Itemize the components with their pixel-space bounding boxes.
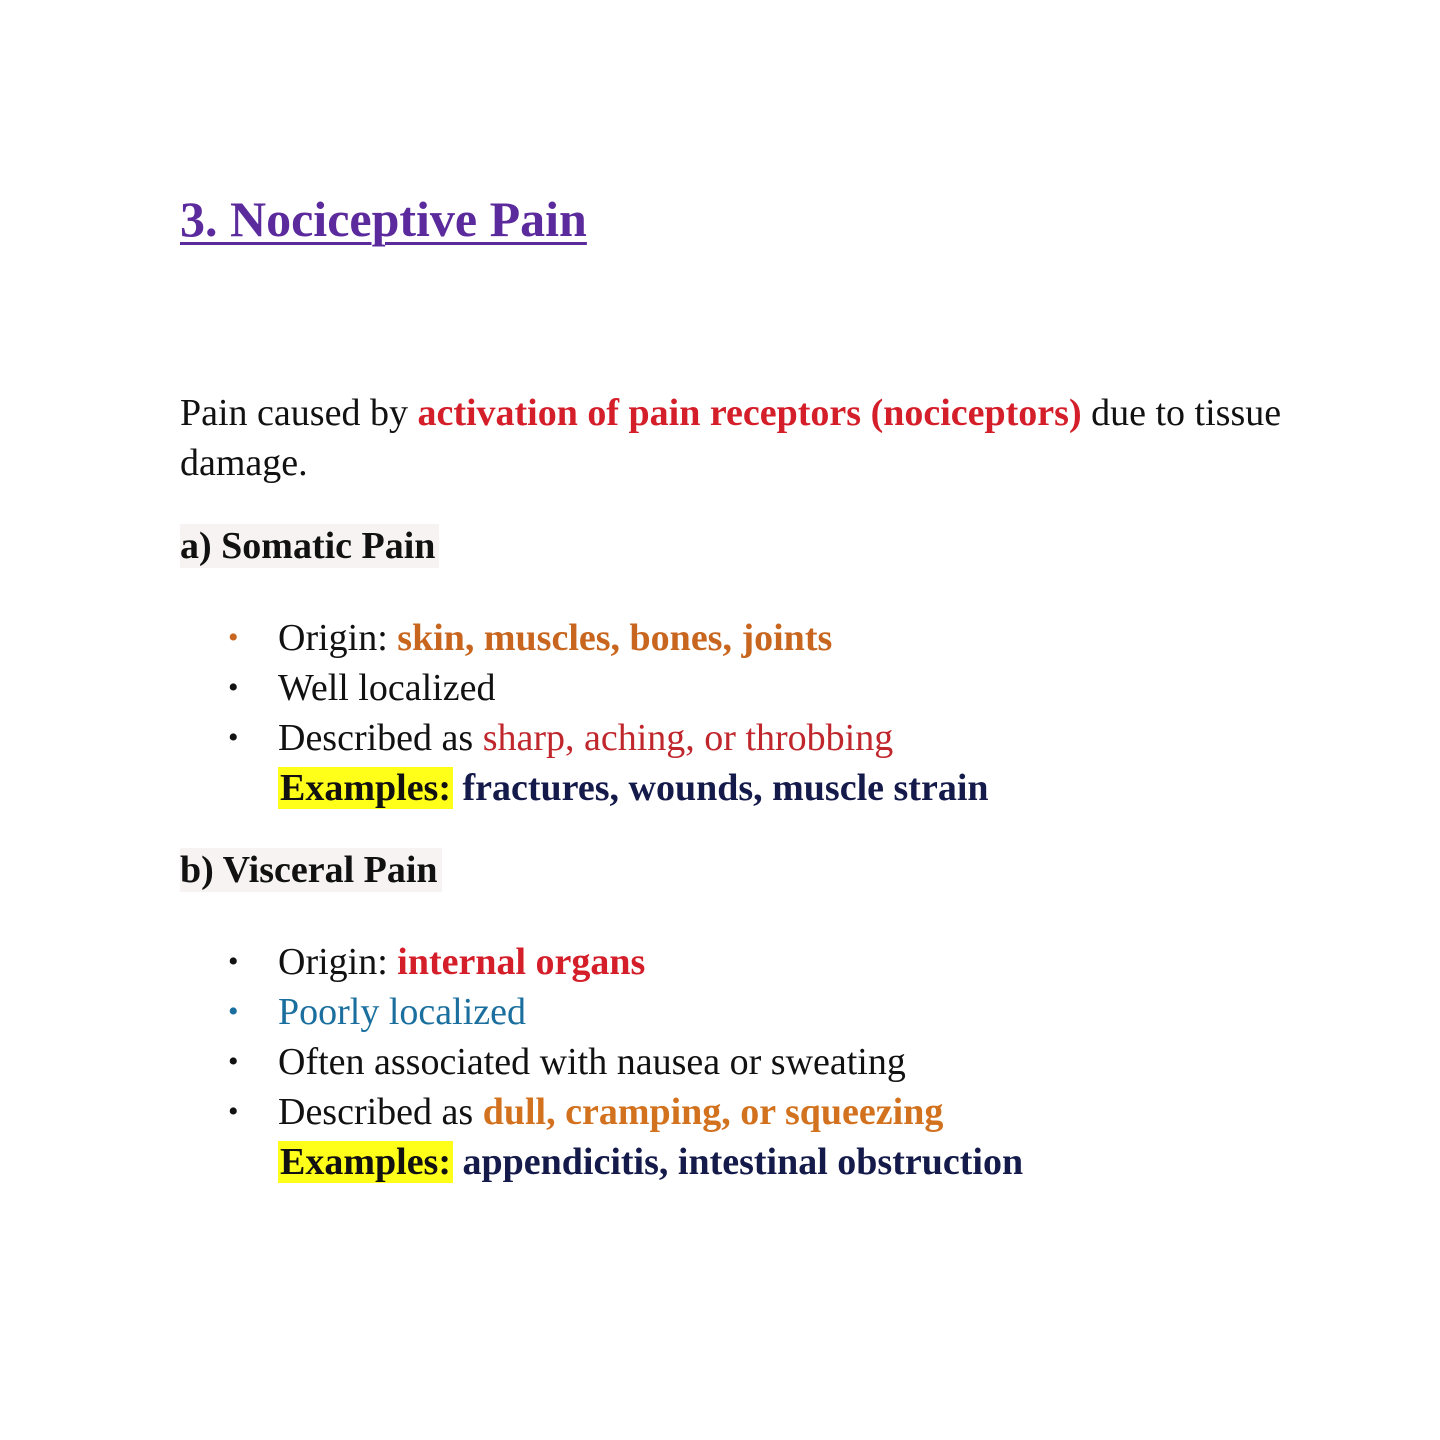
intro-paragraph [180, 388, 1350, 488]
intro-prefix: Pain caused by [180, 392, 418, 434]
described-value: sharp, aching, or throbbing [482, 717, 894, 759]
intro-suffix: due to tissue damage. [180, 392, 1282, 484]
list-item [228, 613, 893, 663]
examples-label: Examples: [280, 767, 451, 809]
list-item [228, 987, 943, 1037]
bullet-icon: • [228, 1045, 239, 1078]
list-item [228, 1037, 943, 1087]
associated-text: Often associated with nausea or sweating [278, 1041, 906, 1083]
visceral-heading: b) Visceral Pain [180, 848, 442, 892]
bullet-icon: • [228, 995, 239, 1028]
bullet-icon: • [228, 945, 239, 978]
examples-value: appendicitis, intestinal obstruction [453, 1141, 1024, 1183]
page-title: 3. Nociceptive Pain [180, 191, 587, 247]
localization-text: Well localized [278, 667, 496, 709]
somatic-examples [278, 763, 989, 813]
intro-emphasis: activation of pain receptors (nociceptors) [417, 392, 1082, 434]
list-item [228, 713, 893, 763]
examples-value: fractures, wounds, muscle strain [453, 767, 989, 809]
origin-value: skin, muscles, bones, joints [397, 617, 833, 659]
list-item [228, 937, 943, 987]
somatic-heading: a) Somatic Pain [180, 524, 439, 568]
somatic-list [228, 613, 893, 763]
bullet-icon: • [228, 671, 239, 704]
bullet-icon: • [228, 721, 239, 754]
list-item [228, 1087, 943, 1137]
described-value: dull, cramping, or squeezing [482, 1091, 944, 1133]
bullet-icon: • [228, 1095, 239, 1128]
origin-value: internal organs [397, 941, 646, 983]
visceral-examples [278, 1137, 1023, 1187]
visceral-list [228, 937, 943, 1137]
examples-label: Examples: [280, 1141, 451, 1183]
origin-label: Origin: [278, 941, 398, 983]
list-item [228, 663, 893, 713]
origin-label: Origin: [278, 617, 398, 659]
described-label: Described as [278, 717, 483, 759]
localization-text: Poorly localized [278, 991, 526, 1033]
bullet-icon: • [228, 621, 239, 654]
described-label: Described as [278, 1091, 483, 1133]
